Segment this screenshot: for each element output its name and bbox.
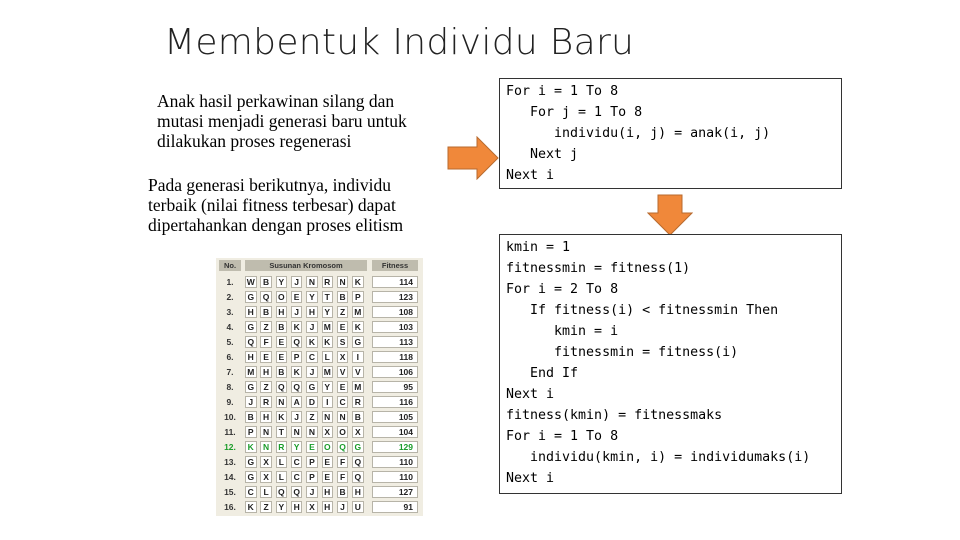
row-number: 3. xyxy=(226,307,234,317)
gene-cell: Y xyxy=(291,441,303,453)
gene-cell: L xyxy=(322,351,334,363)
gene-cell: U xyxy=(352,501,364,513)
gene-cell: E xyxy=(276,336,288,348)
gene-cell: G xyxy=(352,441,364,453)
gene-cell: K xyxy=(291,321,303,333)
gene-cell: K xyxy=(245,501,257,513)
gene-cell: F xyxy=(337,456,349,468)
row-number: 15. xyxy=(224,487,236,497)
gene-cell: X xyxy=(352,426,364,438)
gene-cell: D xyxy=(306,396,318,408)
gene-cell: X xyxy=(260,471,272,483)
gene-cell: Q xyxy=(260,291,272,303)
gene-cell: N xyxy=(260,426,272,438)
gene-cell: J xyxy=(306,486,318,498)
code-block-copy-offspring: For i = 1 To 8 For j = 1 To 8 individu(i, j) = anak(i, j) Next j Next i xyxy=(499,78,842,189)
gene-cell: Z xyxy=(306,411,318,423)
table-row xyxy=(216,350,423,365)
gene-cell: O xyxy=(322,441,334,453)
fitness-value: 118 xyxy=(372,351,418,363)
gene-cell: N xyxy=(276,396,288,408)
gene-cell: H xyxy=(322,501,334,513)
gene-cell: H xyxy=(260,366,272,378)
gene-cell: K xyxy=(322,336,334,348)
gene-cell: X xyxy=(306,501,318,513)
gene-cell: H xyxy=(291,501,303,513)
gene-cell: V xyxy=(352,366,364,378)
gene-cell: G xyxy=(245,291,257,303)
gene-cell: R xyxy=(322,276,334,288)
gene-cell: H xyxy=(352,486,364,498)
gene-cell: R xyxy=(276,441,288,453)
row-number: 7. xyxy=(226,367,234,377)
gene-cell: E xyxy=(260,351,272,363)
gene-cell: S xyxy=(337,336,349,348)
table-row xyxy=(216,305,423,320)
gene-cell: Q xyxy=(245,336,257,348)
gene-cell: B xyxy=(245,411,257,423)
fitness-value: 106 xyxy=(372,366,418,378)
gene-cell: C xyxy=(291,456,303,468)
fitness-value: 129 xyxy=(372,441,418,453)
header-fitness: Fitness xyxy=(372,260,418,271)
gene-cell: C xyxy=(337,396,349,408)
table-row xyxy=(216,335,423,350)
gene-cell: J xyxy=(337,501,349,513)
row-number: 13. xyxy=(224,457,236,467)
gene-cell: M xyxy=(352,306,364,318)
gene-cell: B xyxy=(260,306,272,318)
code-block-elitism: kmin = 1 fitnessmin = fitness(1) For i = 2 To 8 If fitness(i) < fitnessmin Then kmin = i fitnessmin = fitness(i) End If Next i fitness(kmin) = fitnessmaks For i = 1 To 8 individu(kmin, i) = individumaks(i) Next i xyxy=(499,234,842,494)
gene-cell: X xyxy=(337,351,349,363)
fitness-value: 116 xyxy=(372,396,418,408)
table-row xyxy=(216,470,423,485)
fitness-value: 114 xyxy=(372,276,418,288)
gene-cell: J xyxy=(291,411,303,423)
gene-cell: Q xyxy=(291,336,303,348)
header-kromosom: Susunan Kromosom xyxy=(245,260,367,271)
gene-cell: K xyxy=(276,411,288,423)
gene-cell: B xyxy=(352,411,364,423)
gene-cell: E xyxy=(276,351,288,363)
row-number: 1. xyxy=(226,277,234,287)
gene-cell: N xyxy=(322,411,334,423)
gene-cell: Y xyxy=(322,381,334,393)
gene-cell: K xyxy=(245,441,257,453)
gene-cell: E xyxy=(306,441,318,453)
fitness-value: 108 xyxy=(372,306,418,318)
gene-cell: J xyxy=(291,306,303,318)
row-number: 9. xyxy=(226,397,234,407)
fitness-value: 91 xyxy=(372,501,418,513)
fitness-value: 127 xyxy=(372,486,418,498)
row-number: 11. xyxy=(224,427,236,437)
gene-cell: E xyxy=(337,381,349,393)
down-arrow-icon xyxy=(647,194,693,236)
gene-cell: E xyxy=(322,456,334,468)
gene-cell: Z xyxy=(337,306,349,318)
table-row xyxy=(216,365,423,380)
table-row xyxy=(216,380,423,395)
row-number: 4. xyxy=(226,322,234,332)
fitness-value: 103 xyxy=(372,321,418,333)
gene-cell: Z xyxy=(260,501,272,513)
gene-cell: T xyxy=(322,291,334,303)
gene-cell: P xyxy=(306,471,318,483)
gene-cell: G xyxy=(306,381,318,393)
gene-cell: H xyxy=(306,306,318,318)
gene-cell: K xyxy=(352,321,364,333)
gene-cell: P xyxy=(291,351,303,363)
gene-cell: J xyxy=(291,276,303,288)
header-no: No. xyxy=(219,260,241,271)
gene-cell: F xyxy=(260,336,272,348)
gene-cell: L xyxy=(276,471,288,483)
table-row xyxy=(216,395,423,410)
table-row xyxy=(216,275,423,290)
gene-cell: Y xyxy=(276,276,288,288)
gene-cell: C xyxy=(291,471,303,483)
right-arrow-icon xyxy=(447,136,499,180)
gene-cell: Y xyxy=(276,501,288,513)
gene-cell: O xyxy=(276,291,288,303)
gene-cell: I xyxy=(352,351,364,363)
table-row xyxy=(216,410,423,425)
gene-cell: E xyxy=(291,291,303,303)
gene-cell: H xyxy=(245,351,257,363)
gene-cell: Z xyxy=(260,321,272,333)
gene-cell: G xyxy=(245,456,257,468)
gene-cell: P xyxy=(306,456,318,468)
gene-cell: B xyxy=(337,486,349,498)
gene-cell: R xyxy=(352,396,364,408)
gene-cell: A xyxy=(291,396,303,408)
gene-cell: K xyxy=(306,336,318,348)
gene-cell: F xyxy=(337,471,349,483)
gene-cell: V xyxy=(337,366,349,378)
table-row xyxy=(216,440,423,455)
gene-cell: C xyxy=(306,351,318,363)
gene-cell: N xyxy=(337,411,349,423)
gene-cell: Q xyxy=(276,486,288,498)
gene-cell: L xyxy=(260,486,272,498)
gene-cell: X xyxy=(322,426,334,438)
gene-cell: J xyxy=(245,396,257,408)
gene-cell: K xyxy=(352,276,364,288)
row-number: 2. xyxy=(226,292,234,302)
gene-cell: B xyxy=(276,366,288,378)
row-number: 5. xyxy=(226,337,234,347)
gene-cell: R xyxy=(260,396,272,408)
gene-cell: M xyxy=(322,321,334,333)
row-number: 14. xyxy=(224,472,236,482)
gene-cell: Y xyxy=(322,306,334,318)
gene-cell: N xyxy=(260,441,272,453)
fitness-value: 104 xyxy=(372,426,418,438)
gene-cell: N xyxy=(337,276,349,288)
gene-cell: E xyxy=(337,321,349,333)
gene-cell: G xyxy=(245,381,257,393)
gene-cell: P xyxy=(245,426,257,438)
gene-cell: J xyxy=(306,321,318,333)
paragraph-offspring: Anak hasil perkawinan silang dan mutasi menjadi generasi baru untuk dilakukan proses regenerasi xyxy=(157,91,407,151)
gene-cell: T xyxy=(276,426,288,438)
gene-cell: Q xyxy=(276,381,288,393)
gene-cell: X xyxy=(260,456,272,468)
table-row xyxy=(216,320,423,335)
gene-cell: G xyxy=(352,336,364,348)
gene-cell: J xyxy=(306,366,318,378)
gene-cell: M xyxy=(322,366,334,378)
fitness-value: 123 xyxy=(372,291,418,303)
gene-cell: Q xyxy=(352,456,364,468)
paragraph-elitism: Pada generasi berikutnya, individu terbaik (nilai fitness terbesar) dapat dipertahankan dengan proses elitism xyxy=(148,175,404,235)
gene-cell: M xyxy=(352,381,364,393)
row-number: 16. xyxy=(224,502,236,512)
gene-cell: H xyxy=(245,306,257,318)
gene-cell: I xyxy=(322,396,334,408)
fitness-value: 95 xyxy=(372,381,418,393)
gene-cell: B xyxy=(260,276,272,288)
gene-cell: G xyxy=(245,471,257,483)
gene-cell: Q xyxy=(337,441,349,453)
gene-cell: M xyxy=(245,366,257,378)
gene-cell: H xyxy=(260,411,272,423)
fitness-value: 110 xyxy=(372,456,418,468)
row-number: 12. xyxy=(224,442,236,452)
table-row xyxy=(216,485,423,500)
gene-cell: Q xyxy=(291,486,303,498)
row-number: 10. xyxy=(224,412,236,422)
gene-cell: B xyxy=(337,291,349,303)
gene-cell: L xyxy=(276,456,288,468)
fitness-value: 110 xyxy=(372,471,418,483)
table-row xyxy=(216,455,423,470)
gene-cell: Q xyxy=(352,471,364,483)
row-number: 6. xyxy=(226,352,234,362)
gene-cell: H xyxy=(276,306,288,318)
gene-cell: N xyxy=(306,426,318,438)
gene-cell: N xyxy=(291,426,303,438)
gene-cell: O xyxy=(337,426,349,438)
gene-cell: W xyxy=(246,277,255,287)
gene-cell: B xyxy=(276,321,288,333)
table-row xyxy=(216,425,423,440)
fitness-value: 113 xyxy=(372,336,418,348)
gene-cell: Q xyxy=(291,381,303,393)
gene-cell: Y xyxy=(306,291,318,303)
chromosome-table xyxy=(216,258,423,516)
gene-cell: P xyxy=(352,291,364,303)
gene-cell: N xyxy=(306,276,318,288)
row-number: 8. xyxy=(226,382,234,392)
table-row xyxy=(216,500,423,515)
fitness-value: 105 xyxy=(372,411,418,423)
gene-cell: K xyxy=(291,366,303,378)
gene-cell: Z xyxy=(260,381,272,393)
gene-cell: C xyxy=(245,486,257,498)
slide-title: Membentuk Individu Baru xyxy=(164,22,635,63)
table-row xyxy=(216,290,423,305)
gene-cell: H xyxy=(322,486,334,498)
gene-cell: E xyxy=(322,471,334,483)
gene-cell: G xyxy=(245,321,257,333)
